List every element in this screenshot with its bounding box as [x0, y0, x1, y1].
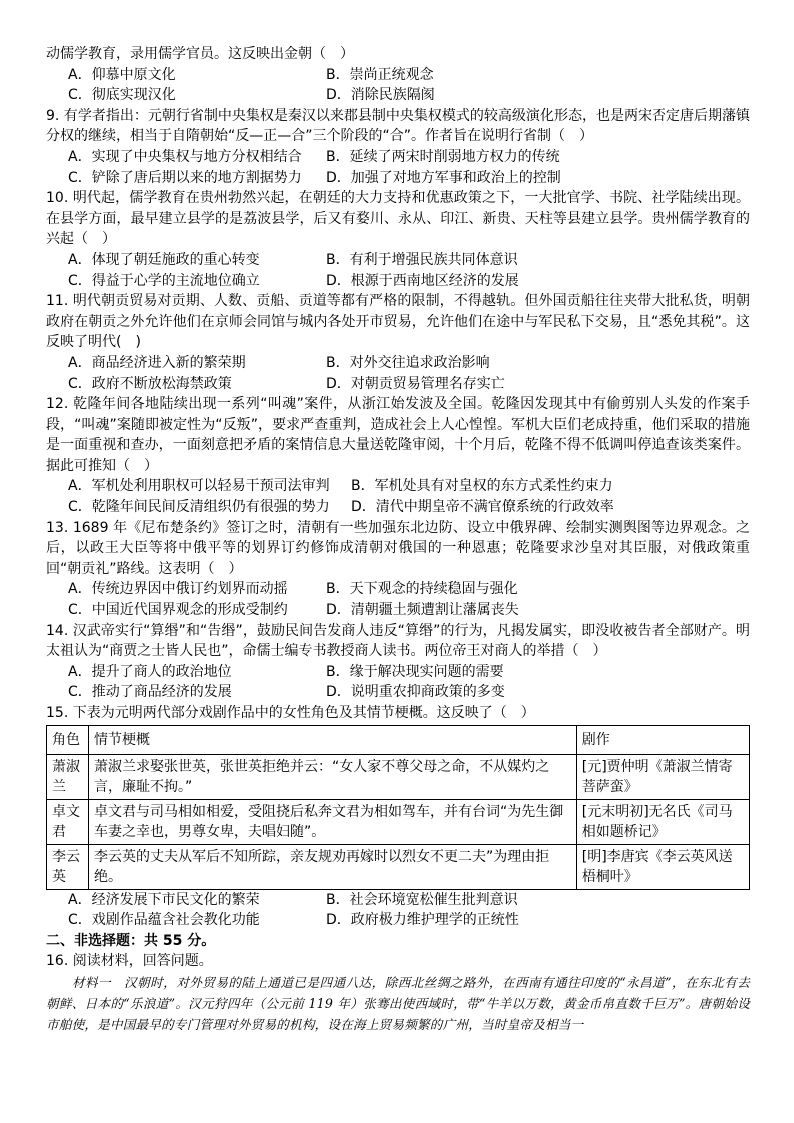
table-cell-role: 李云英 — [47, 844, 89, 889]
q14-options — [46, 662, 750, 703]
q15-option-b[interactable]: B．社会环境宽松催生批判意识 — [326, 891, 518, 908]
q10-option-d[interactable]: D．根源于西南地区经济的发展 — [326, 272, 519, 289]
q13-option-a[interactable]: A．传统边界因中俄订约划界而动摇 — [68, 581, 288, 598]
q13-option-d[interactable]: D．清朝疆土频遭割让藩属丧失 — [326, 602, 519, 619]
q8-option-d[interactable]: D．消除民族隔阂 — [326, 87, 435, 104]
q15-option-a[interactable]: A．经济发展下市民文化的繁荣 — [68, 891, 260, 908]
q11-option-a[interactable]: A．商品经济进入新的繁荣期 — [68, 354, 246, 371]
q15-stem: 15. 下表为元明两代部分戏剧作品中的女性角色及其情节梗概。这反映了（ ） — [46, 705, 535, 721]
q14-stem: 14. 汉武帝实行“算缗”和“告缗”，鼓励民间告发商人违反“算缗”的行为，凡揭发属实，即没收被告者全部财产。明太祖认为“商贾之士皆人民也”，命儒士编专书教授商人读书。两位帝王对商人的举措（ ） — [46, 622, 750, 660]
q14-option-c[interactable]: C．推动了商品经济的发展 — [68, 684, 232, 701]
q11-option-d[interactable]: D．对朝贡贸易管理名存实亡 — [326, 375, 505, 392]
table-header-cell: 角色 — [47, 725, 89, 754]
q9-options — [46, 147, 750, 188]
table-header-row — [47, 725, 750, 754]
q12-option-c[interactable]: C．乾隆年间民间反清组织仍有很强的势力 — [68, 499, 330, 516]
q15-options — [46, 890, 750, 931]
q11-stem: 11. 明代朝贡贸易对贡期、人数、贡船、贡道等都有严格的限制，不得越轨。但外国贡船往往夹带大批私货，明朝政府在朝贡之外允许他们在京师会同馆与城内各处开市贸易，允许他们在途中与军民私下交易，且“悉免其税”。这反映了明代( ) — [46, 293, 750, 351]
q9-option-b[interactable]: B．延续了两宋时削弱地方权力的传统 — [326, 148, 560, 165]
q15-option-d[interactable]: D．政府极力维护理学的正统性 — [326, 912, 519, 929]
q8-option-a[interactable]: A．仰慕中原文化 — [68, 66, 176, 83]
exam-page — [46, 44, 750, 1035]
q11-option-c[interactable]: C．政府不断放松海禁政策 — [68, 375, 232, 392]
table-cell-role: 卓文君 — [47, 799, 89, 844]
q15-option-c[interactable]: C．戏剧作品蕴含社会教化功能 — [68, 912, 260, 929]
q15-table — [46, 725, 750, 890]
q12-option-b[interactable]: B．军机处具有对皇权的东方式柔性约束力 — [351, 478, 613, 495]
q14-option-b[interactable]: B．缘于解决现实问题的需要 — [326, 663, 504, 680]
q10-option-b[interactable]: B．有利于增强民族共同体意识 — [326, 251, 518, 268]
q9-option-a[interactable]: A．实现了中央集权与地方分权相结合 — [68, 148, 302, 165]
q13-options — [46, 579, 750, 620]
section-heading: 二、非选择题：共 55 分。 — [46, 932, 216, 949]
q12-option-d[interactable]: D．清代中期皇帝不满官僚系统的行政效率 — [351, 499, 614, 516]
q14-option-d[interactable]: D．说明重农抑商政策的多变 — [326, 684, 505, 701]
table-cell-plot: 萧淑兰求娶张世英，张世英拒绝并云：“女人家不尊父母之命，不从媒灼之言，廉耻不拘。” — [89, 754, 577, 799]
table-cell-role: 萧淑兰 — [47, 754, 89, 799]
q10-stem: 10. 明代起，儒学教育在贵州勃然兴起，在朝廷的大力支持和优惠政策之下，一大批官学、书院、社学陆续出现。在县学方面，最早建立县学的是荔波县学，后又有婺川、永从、印江、新贵、天柱等县建立县学。贵州儒学教育的兴起（ ） — [46, 190, 750, 248]
q8-options — [46, 65, 750, 106]
q16-material: 材料一 汉朝时，对外贸易的陆上通道已是四通八达，除西北丝绸之路外，在西南有通往印度的“永昌道”，在东北有去朝鲜、日本的“乐浪道”。汉元狩四年（公元前 119 年）张骞出使西域时，带“牛羊以万数，黄金币帛直数千巨万”。唐朝始设市舶使，是中国最早的专门管理对外贸易的机构，设在海上贸易频繁的广州，当时皇帝及相当一 — [46, 974, 750, 1032]
table-row — [47, 844, 750, 889]
q13-option-b[interactable]: B．天下观念的持续稳固与强化 — [326, 581, 518, 598]
q10-option-c[interactable]: C．得益于心学的主流地位确立 — [68, 272, 260, 289]
q11-options — [46, 353, 750, 394]
q12-option-a[interactable]: A．军机处利用职权可以轻易干预司法审判 — [68, 478, 330, 495]
q10-option-a[interactable]: A．体现了朝廷施政的重心转变 — [68, 251, 260, 268]
table-cell-plot: 李云英的丈夫从军后不知所踪，亲友规劝再嫁时以烈女不更二夫”为理由拒绝。 — [89, 844, 577, 889]
table-header-cell: 剧作 — [576, 725, 749, 754]
table-row — [47, 799, 750, 844]
q8-stem-tail: 动儒学教育，录用儒学官员。这反映出金朝（ ） — [46, 46, 354, 62]
q8-option-b[interactable]: B．崇尚正统观念 — [326, 66, 434, 83]
q16-stem: 16. 阅读材料，回答问题。 — [46, 953, 213, 970]
table-cell-play: [明]李唐宾《李云英风送梧桐叶》 — [576, 844, 749, 889]
q11-option-b[interactable]: B．对外交往追求政治影响 — [326, 354, 490, 371]
q13-option-c[interactable]: C．中国近代国界观念的形成受制约 — [68, 602, 288, 619]
table-header-cell: 情节梗概 — [89, 725, 577, 754]
q9-option-c[interactable]: C．铲除了唐后期以来的地方割据势力 — [68, 169, 302, 186]
table-cell-play: [元末明初]无名氏《司马相如题桥记》 — [576, 799, 749, 844]
q13-stem: 13. 1689 年《尼布楚条约》签订之时，清朝有一些加强东北边防、设立中俄界碑、绘制实测舆图等边界观念。之后，以政王大臣等将中俄平等的划界订约修饰成清朝对俄国的一种恩惠；乾隆要求沙皇对其臣服，对俄政策重回“朝贡礼”路线。这表明（ ） — [46, 519, 750, 577]
q8-option-c[interactable]: C．彻底实现汉化 — [68, 87, 176, 104]
table-cell-play: [元]贾仲明《萧淑兰情寄菩萨蛮》 — [576, 754, 749, 799]
table-row — [47, 754, 750, 799]
q9-stem: 9. 有学者指出：元朝行省制中央集权是秦汉以来郡县制中央集权模式的较高级演化形态，也是两宋否定唐后期藩镇分权的继续，相当于自隋朝始“反—正—合”三个阶段的“合”。作者旨在说明行省制（ ） — [46, 107, 750, 145]
q12-stem: 12. 乾隆年间各地陆续出现一系列“叫魂”案件，从浙江始发波及全国。乾隆因发现其中有偷剪别人头发的作案手段，“叫魂”案随即被定性为“反叛”，要求严查重判，造成社会上人心惶惶。军机大臣们老成持重，他们采取的措施是一面重视和查办，一面刻意把矛盾的案情信息大量送乾隆审阅，十个月后，乾隆不得不低调叫停追查该类案件。据此可推知（ ） — [46, 396, 750, 474]
q14-option-a[interactable]: A．提升了商人的政治地位 — [68, 663, 232, 680]
q10-options — [46, 250, 750, 291]
table-cell-plot: 卓文君与司马相如相爱，受阻挠后私奔文君为相如驾车，并有台词“为先生御车妻之幸也，男尊女卑，夫唱妇随”。 — [89, 799, 577, 844]
q9-option-d[interactable]: D．加强了对地方军事和政治上的控制 — [326, 169, 561, 186]
q12-options — [46, 476, 750, 517]
